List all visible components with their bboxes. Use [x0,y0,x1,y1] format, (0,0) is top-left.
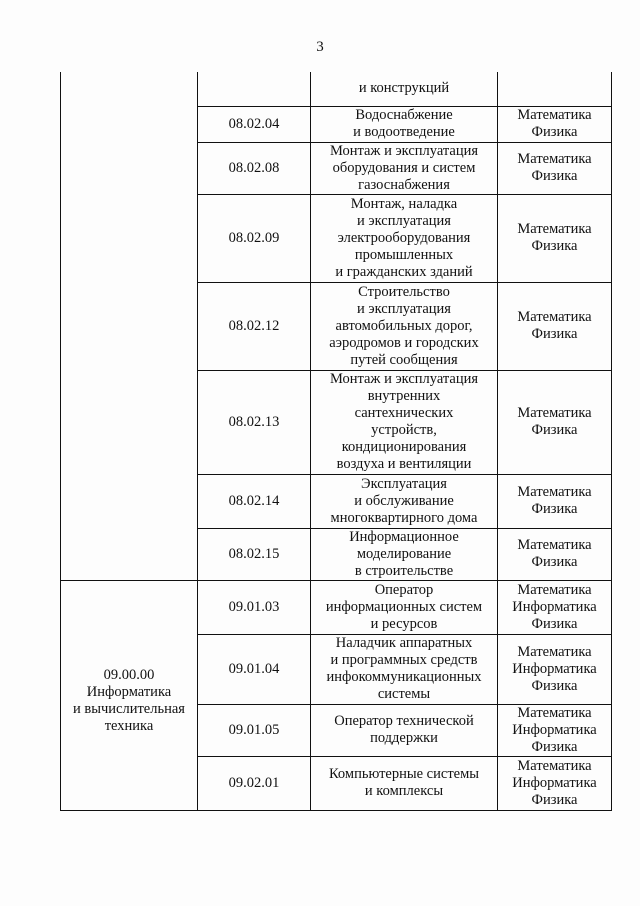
specialty-name-line: и водоотведение [353,124,455,140]
specialty-name-line: инфокоммуникационных [326,669,482,685]
group-name-line: и вычислительная [73,701,185,717]
subject-name: Информатика [512,774,597,791]
subjects-cell [498,106,612,142]
subject-name: Физика [531,677,578,694]
specialty-name-line: и программных средств [330,652,478,668]
specialty-name [311,282,498,370]
subject-name: Информатика [512,660,597,677]
specialty-name [311,142,498,194]
specialty-name [311,580,498,634]
specialty-name-line: Монтаж и эксплуатация [329,142,479,159]
subject-name: Математика [517,309,592,325]
specialty-name-line: оборудования и систем [332,159,476,176]
specialty-name-line: Монтаж, наладка [350,195,458,212]
specialty-name-line: моделирование [356,545,452,562]
specialty-name-line: Эксплуатация [361,475,447,492]
specialty-code: 08.02.13 [198,370,311,474]
specialty-name [311,704,498,756]
specialty-name [311,634,498,704]
subject-name: Физика [531,124,578,140]
subjects-cell [498,580,612,634]
subjects-cell [498,282,612,370]
specialty-code: 09.01.05 [198,704,311,756]
table-row [61,72,612,106]
specialty-name-line: кондиционирования [341,439,467,455]
specialty-name-line: и комплексы [364,783,444,799]
specialty-code: 08.02.08 [198,142,311,194]
subjects-cell [498,474,612,528]
specialty-name-line: в строительстве [354,562,454,579]
subjects-cell [498,72,612,106]
specialty-name-line: и гражданских зданий [335,263,473,280]
subjects-cell [498,756,612,810]
specialties-table-body [61,72,612,810]
subject-name: Физика [531,501,578,517]
specialty-name [311,72,498,106]
specialty-name [311,756,498,810]
subject-name: Математика [517,643,592,660]
specialty-code: 09.02.01 [198,756,311,810]
specialty-name-line: устройств, [371,422,437,438]
subject-name: Математика [517,484,592,500]
specialty-name-line: электрооборудования [337,229,471,246]
subject-name: Физика [531,326,578,342]
subjects-cell [498,528,612,580]
specialty-name [311,370,498,474]
page-number: 3 [316,39,324,55]
subject-name: Математика [517,704,592,721]
specialties-table [60,72,612,811]
group-name-line: техника [104,718,154,734]
specialty-name-line: и эксплуатация [357,212,451,229]
specialty-name-line: Оператор технической [334,713,474,729]
subject-name: Физика [531,738,578,755]
specialty-name-line: аэродромов и городских [329,334,479,351]
specialty-name-line: поддержки [370,730,438,746]
specialty-code: 09.01.03 [198,580,311,634]
subject-name: Математика [517,107,592,123]
specialty-name-line: путей сообщения [350,351,458,368]
specialty-name-line: Водоснабжение [355,107,453,123]
specialty-code: 08.02.09 [198,194,311,282]
table-row [61,580,612,634]
subject-name: Физика [531,554,578,570]
specialty-name-line: Наладчик аппаратных [335,635,473,651]
specialty-name-line: Монтаж и эксплуатация [329,371,479,387]
subjects-cell [498,634,612,704]
specialty-name [311,194,498,282]
specialty-name-line: газоснабжения [358,176,450,193]
specialty-name-line: Компьютерные системы [328,766,480,782]
subject-name: Математика [517,151,592,167]
specialty-name-line: и конструкций [358,80,450,97]
specialty-code: 09.01.04 [198,634,311,704]
specialty-name-line: и обслуживание [354,492,454,509]
specialty-name-line: и эксплуатация [357,300,451,317]
group-cell-08 [61,72,198,580]
specialty-name-line: и ресурсов [370,615,438,632]
subject-name: Математика [517,221,592,237]
subjects-cell [498,142,612,194]
specialty-code: 08.02.14 [198,474,311,528]
subjects-cell [498,194,612,282]
subject-name: Физика [531,238,578,254]
specialty-code: 08.02.12 [198,282,311,370]
subject-name: Математика [517,757,592,774]
specialty-name-line: сантехнических [354,405,454,421]
subject-name: Физика [531,615,578,632]
group-cell-09 [61,580,198,810]
subject-name: Физика [531,422,578,438]
group-name-line: 09.00.00 [103,667,155,683]
specialty-code [198,72,311,106]
specialty-name-line: Строительство [358,283,450,300]
specialty-name-line: Информационное [349,528,459,545]
specialty-code: 08.02.15 [198,528,311,580]
specialty-name-line: многоквартирного дома [330,509,478,526]
specialty-name-line: информационных систем [325,598,483,615]
subject-name: Физика [531,791,578,808]
specialty-name-line: воздуха и вентиляции [336,456,472,472]
specialty-code: 08.02.04 [198,106,311,142]
specialty-name-line: автомобильных дорог, [335,317,473,334]
subject-name: Физика [531,168,578,184]
subjects-cell [498,370,612,474]
specialty-name-line: Оператор [374,581,434,598]
specialty-name [311,528,498,580]
subject-name: Информатика [512,721,597,738]
specialty-name-line: внутренних [367,388,441,404]
subject-name: Математика [517,581,592,598]
subject-name: Математика [517,537,592,553]
subject-name: Информатика [512,598,597,615]
subjects-cell [498,704,612,756]
specialty-name [311,106,498,142]
group-name-line: Информатика [86,684,172,700]
specialty-name-line: системы [377,686,431,702]
specialty-name [311,474,498,528]
specialty-name-line: промышленных [354,246,454,263]
subject-name: Математика [517,405,592,421]
